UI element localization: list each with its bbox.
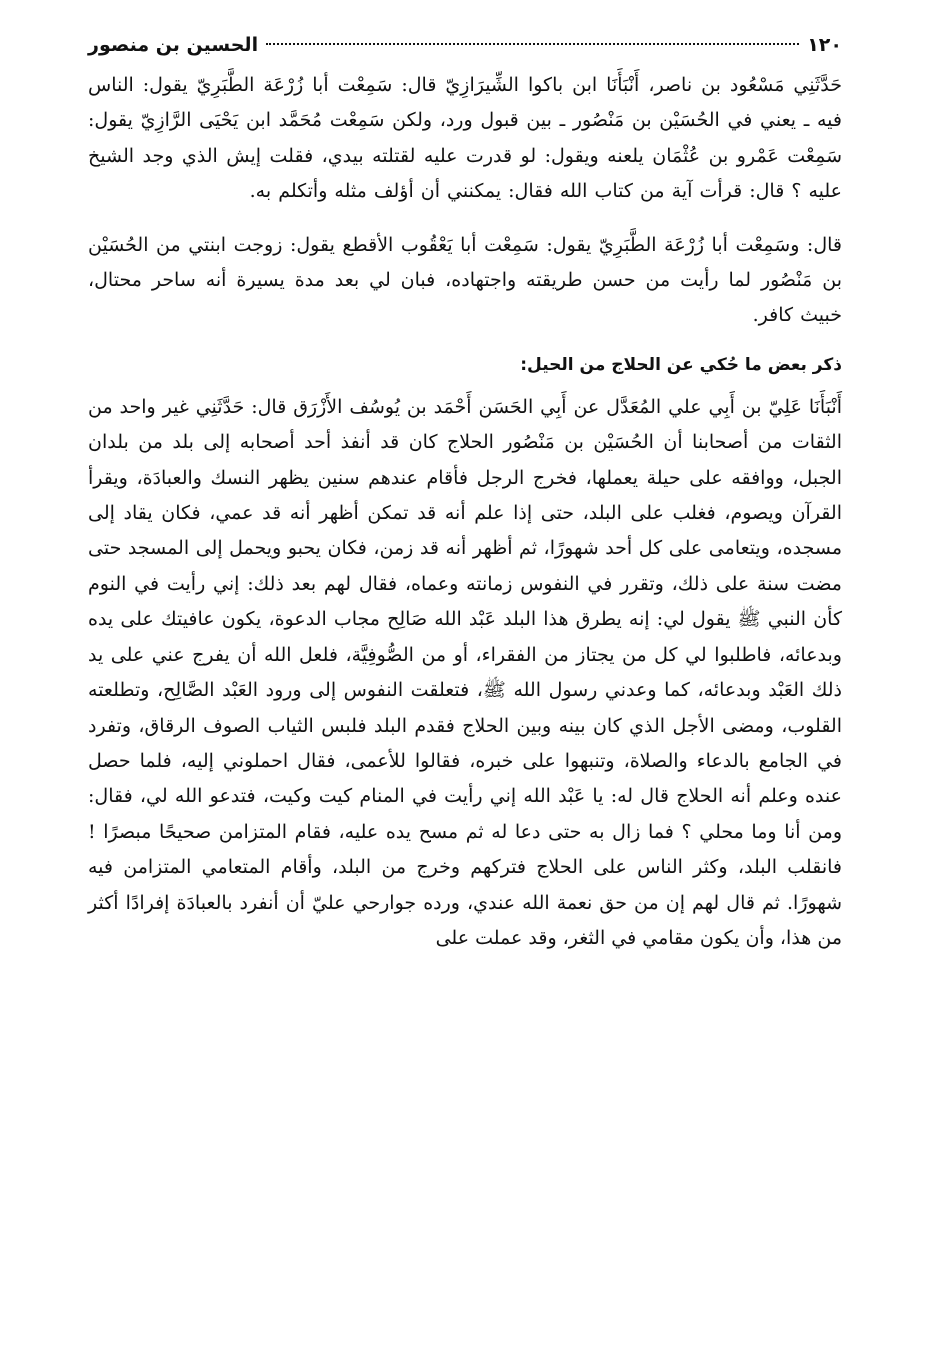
running-title: الحسين بن منصور	[88, 34, 259, 56]
book-page	[88, 32, 842, 956]
section-heading: ذكر بعض ما حُكي عن الحلاج من الحيل:	[520, 354, 842, 375]
paragraph-abu-yaqub-al-aqta: قال: وسَمِعْت أبا زُرْعَة الطَّبَرِيّ يقول: سَمِعْت أبا يَعْقُوب الأقطع يقول: زوجت ابنتي من الحُسَيْن بن مَنْصُور لما رأيت من حسن طريقته واجتهاده، فبان لي بعد مدة يسيرة أنه ساحر محتال، خبيث كافر.	[88, 233, 842, 327]
page-number: ١٢٠	[807, 34, 842, 56]
section-body-paragraph: أَنْبَأَنَا عَلِيّ بن أَبِي علي المُعَدَّل عن أَبِي الحَسَن أَحْمَد بن يُوسُف الأَزْرَق قال: حَدَّثَنِي غير واحد من الثقات من أصحابنا أن الحُسَيْن بن مَنْصُور الحلاج كان قد أنفذ أحد أصحابه إلى بلد من بلدان الجبل، ووافقه على حيلة يعملها، فخرج الرجل فأقام عندهم سنين يظهر النسك والعبادَة، ويقرأ القرآن ويصوم، فغلب على البلد، حتى إذا علم أنه قد تمكن أظهر أنه قد عمي، فكان يقاد إلى مسجده، ويتعامى على كل أحد شهورًا، ثم أظهر أنه قد زمن، فكان يحبو ويحمل إلى المسجد حتى مضت سنة على ذلك، وتقرر في النفوس زمانته وعماه، فقال لهم بعد ذلك: إني رأيت في النوم كأن النبي ﷺ يقول لي: إنه يطرق هذا البلد عَبْد الله صَالِح مجاب الدعوة، يكون عافيتك على يده وبدعائه، فاطلبوا لي كل من يجتاز من الفقراء، أو من الصُّوفِيَّة، فلعل الله أن يفرج عني على يد ذلك العَبْد وبدعائه، كما وعدني رسول الله ﷺ، فتعلقت النفوس إلى ورود العَبْد الصَّالِح، وتطلعته القلوب، ومضى الأجل الذي كان بينه وبين الحلاج فقدم البلد فلبس الثياب الصوف الرقاق، وتفرد في الجامع بالدعاء والصلاة، وتنبهوا على خبره، فقالوا للأعمى، فقال احملوني إليه، فلما حصل عنده وعلم أنه الحلاج قال له: يا عَبْد الله إني رأيت في المنام كيت وكيت، فتدعو الله لي، فقال: ومن أنا وما محلي ؟ فما زال به حتى دعا له ثم مسح يده عليه، فقام المتزامن صحيحًا مبصرًا ! فانقلب البلد، وكثر الناس على الحلاج فتركهم وخرج من البلد، وأقام المتعامي المتزامن فيه شهورًا. ثم قال لهم إن من حق نعمة الله عندي، ورده جوارحي عليّ أن أنفرد بالعبادَة إفرادًا أكثر من هذا، وأن يكون مقامي في الثغر، وقد عملت على	[88, 395, 842, 949]
paragraph-masud-ibn-nasir: حَدَّثَنِي مَسْعُود بن ناصر، أَنْبَأَنَا ابن باكوا الشِّيرَازِيّ قال: سَمِعْت أبا زُرْعَة الطَّبَرِيّ يقول: الناس فيه ـ يعني في الحُسَيْن بن مَنْصُور ـ بين قبول ورد، ولكن سَمِعْت مُحَمَّد ابن يَحْيَى الرَّازِيّ يقول: سَمِعْت عَمْرو بن عُثْمَان يلعنه ويقول: لو قدرت عليه لقتلته بيدي، فقلت إيش الذي وجد الشيخ عليه ؟ قال: قرأت آية من كتاب الله فقال: يمكنني أن أؤلف مثله وأتكلم به.	[88, 74, 842, 203]
running-header	[88, 32, 842, 62]
header-dotted-leader	[266, 43, 799, 45]
